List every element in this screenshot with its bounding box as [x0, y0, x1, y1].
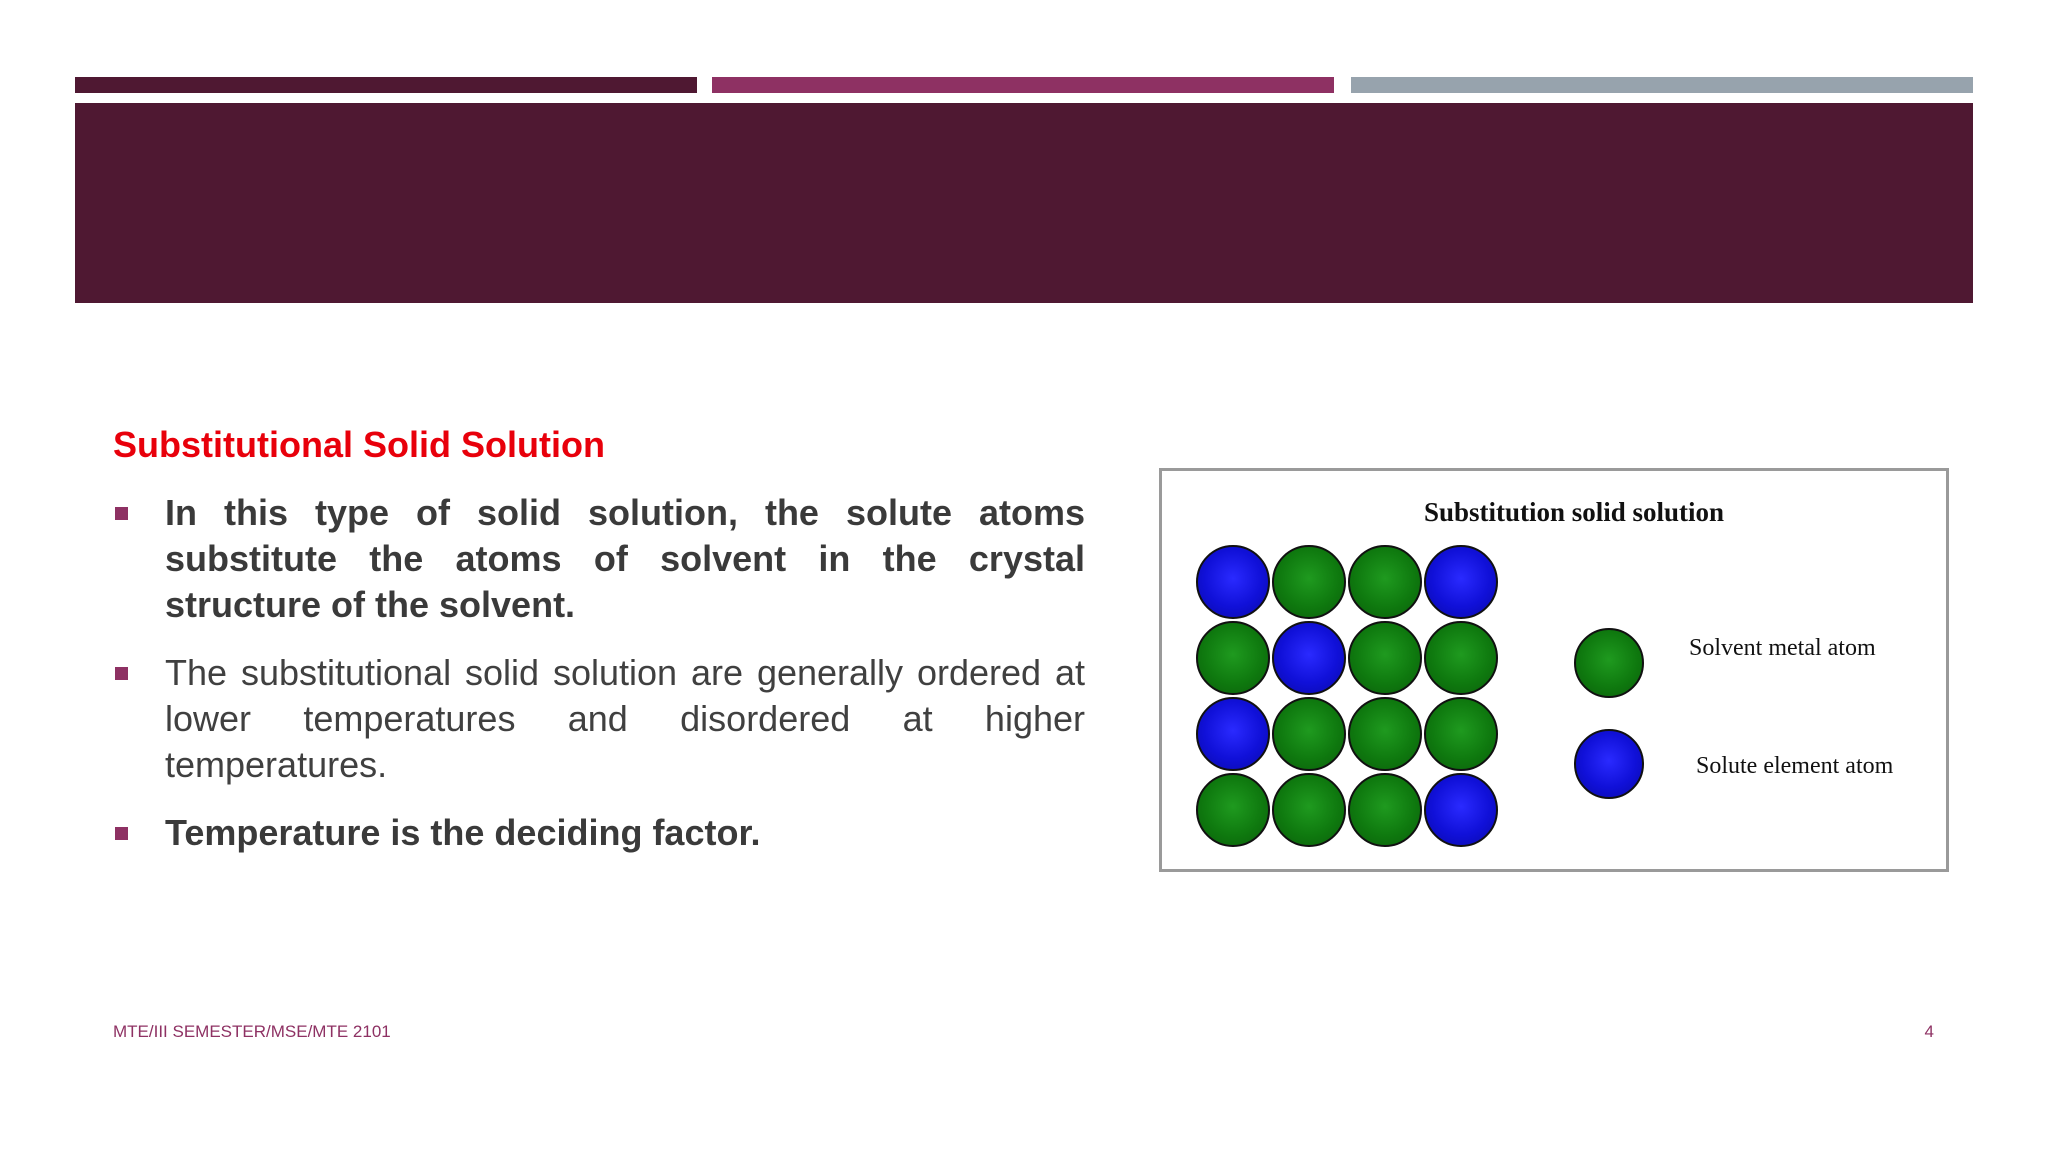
bullet-item [113, 490, 1085, 628]
solute-atom [1272, 621, 1346, 695]
footer-course-code: MTE/III SEMESTER/MSE/MTE 2101 [113, 1022, 391, 1041]
bullet-item [113, 810, 1085, 856]
page-number: 4 [1924, 1022, 1934, 1041]
top-accent-bar-magenta [712, 77, 1334, 93]
top-accent-bar-gray [1351, 77, 1973, 93]
bullet-text: In this type of solid solution, the solute atoms substitute the atoms of solvent in the crystal structure of the solvent. [165, 492, 1085, 625]
solute-atom [1196, 697, 1270, 771]
solvent-atom-legend-icon [1574, 628, 1644, 698]
title-band [75, 103, 1973, 303]
solute-atom [1424, 773, 1498, 847]
bullet-list [113, 490, 1085, 878]
solvent-atom [1196, 621, 1270, 695]
solvent-atom [1424, 697, 1498, 771]
square-bullet-icon [115, 507, 128, 520]
solvent-atom [1348, 621, 1422, 695]
solvent-atom [1348, 545, 1422, 619]
solvent-atom [1348, 773, 1422, 847]
solute-atom [1424, 545, 1498, 619]
solvent-atom [1272, 773, 1346, 847]
solvent-atom [1424, 621, 1498, 695]
substitution-diagram [1159, 468, 1949, 872]
solvent-atom [1196, 773, 1270, 847]
solvent-atom [1272, 697, 1346, 771]
bullet-item [113, 650, 1085, 788]
top-accent-bar-dark [75, 77, 697, 93]
solvent-legend-label: Solvent metal atom [1689, 635, 1876, 661]
section-heading: Substitutional Solid Solution [113, 424, 605, 465]
bullet-text: Temperature is the deciding factor. [165, 812, 761, 853]
square-bullet-icon [115, 667, 128, 680]
square-bullet-icon [115, 827, 128, 840]
solute-atom-legend-icon [1574, 729, 1644, 799]
bullet-text: The substitutional solid solution are generally ordered at lower temperatures and disordered at higher temperatures. [165, 652, 1085, 785]
solute-atom [1196, 545, 1270, 619]
solvent-atom [1348, 697, 1422, 771]
diagram-title: Substitution solid solution [1423, 497, 1725, 527]
solute-legend-label: Solute element atom [1696, 753, 1894, 779]
solvent-atom [1272, 545, 1346, 619]
